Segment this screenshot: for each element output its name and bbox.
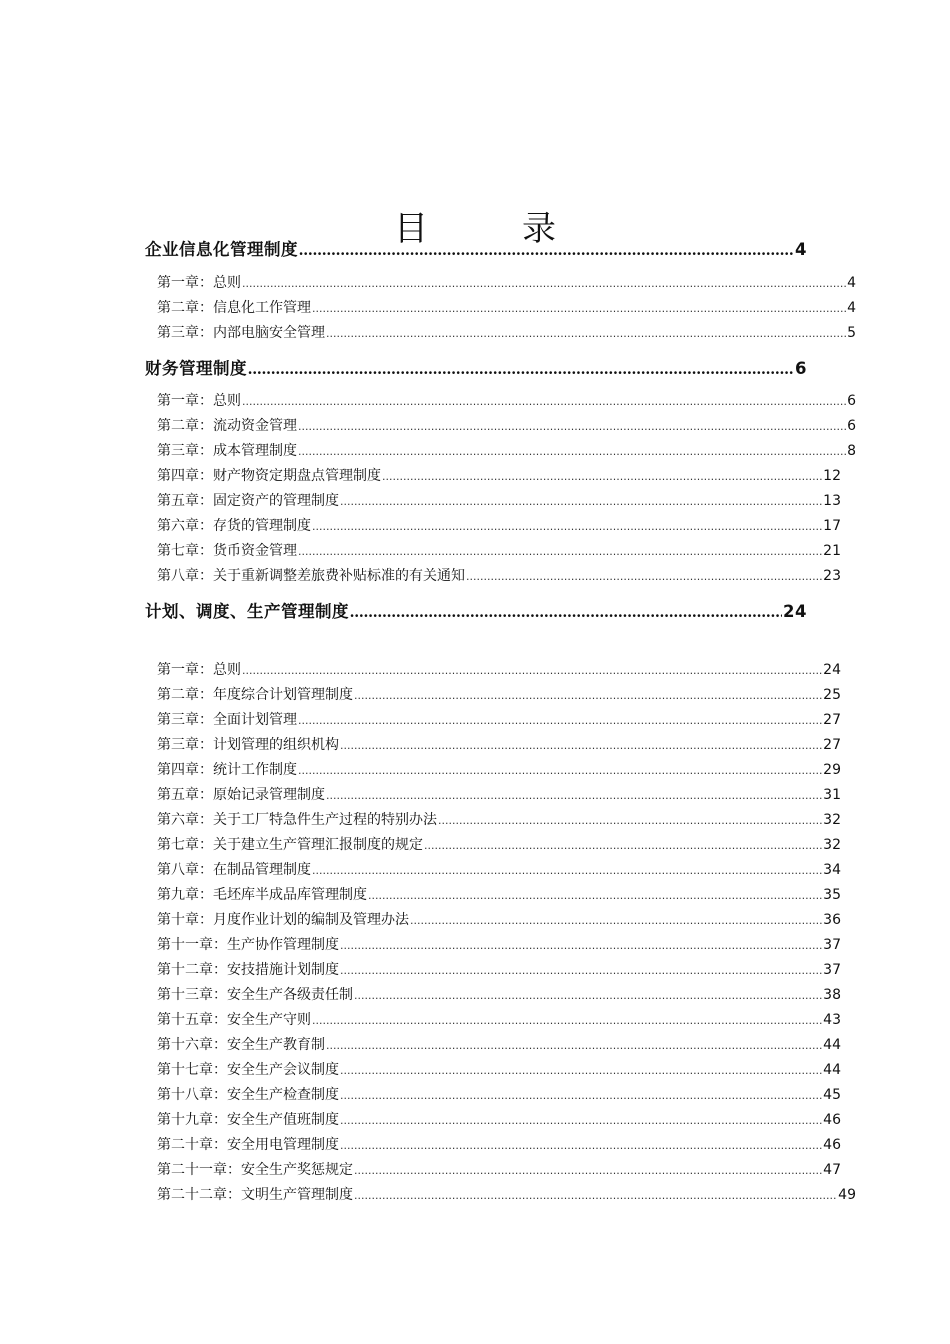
page-title: 目 录: [394, 208, 586, 249]
dot-leader: [340, 1139, 822, 1152]
toc-chapter-label: 第三章：全面计划管理: [157, 712, 297, 728]
toc-chapter[interactable]: [157, 1184, 856, 1204]
dot-leader: [340, 739, 822, 752]
toc-chapter-label: 第十九章：安全生产值班制度: [157, 1112, 339, 1128]
dot-leader: [312, 302, 846, 315]
toc-chapter-page: 36: [823, 912, 841, 928]
toc-chapter[interactable]: [157, 1084, 841, 1104]
toc-chapter-page: 27: [823, 737, 841, 753]
toc-chapter-label: 第二十一章：安全生产奖惩规定: [157, 1162, 353, 1178]
toc-chapter-label: 第六章：关于工厂特急件生产过程的特别办法: [157, 812, 437, 828]
dot-leader: [382, 470, 822, 483]
toc-chapter-label: 第二十章：安全用电管理制度: [157, 1137, 339, 1153]
toc-chapter-page: 46: [823, 1137, 841, 1153]
toc-chapter[interactable]: [157, 390, 856, 410]
dot-leader: [340, 964, 822, 977]
toc-chapter-label: 第二章：流动资金管理: [157, 418, 297, 434]
toc-chapter[interactable]: [157, 1009, 841, 1029]
dot-leader: [312, 864, 822, 877]
dot-leader: [368, 889, 822, 902]
dot-leader: [298, 420, 846, 433]
toc-chapter-label: 第十七章：安全生产会议制度: [157, 1062, 339, 1078]
dot-leader: [298, 445, 846, 458]
dot-leader: [340, 1064, 822, 1077]
toc-chapter-page: 17: [823, 518, 841, 534]
toc-chapter-page: 43: [823, 1012, 841, 1028]
toc-chapter[interactable]: [157, 465, 841, 485]
toc-section[interactable]: [145, 598, 807, 622]
toc-chapter-label: 第十三章：安全生产各级责任制: [157, 987, 353, 1003]
toc-chapter-label: 第十八章：安全生产检查制度: [157, 1087, 339, 1103]
toc-chapter-page: 23: [823, 568, 841, 584]
toc-chapter-page: 45: [823, 1087, 841, 1103]
toc-chapter-label: 第四章：财产物资定期盘点管理制度: [157, 468, 381, 484]
dot-leader: [354, 989, 822, 1002]
toc-chapter-page: 25: [823, 687, 841, 703]
toc-chapter[interactable]: [157, 490, 841, 510]
toc-chapter-label: 第十章：月度作业计划的编制及管理办法: [157, 912, 409, 928]
toc-chapter-label: 第一章：总则: [157, 393, 241, 409]
dot-leader: [354, 1164, 822, 1177]
toc-chapter[interactable]: [157, 834, 841, 854]
toc-section[interactable]: [145, 355, 807, 379]
toc-chapter-page: 21: [823, 543, 841, 559]
toc-chapter-label: 第二章：信息化工作管理: [157, 300, 311, 316]
toc-section-label: 计划、调度、生产管理制度: [145, 602, 349, 621]
dot-leader: [299, 240, 794, 260]
toc-chapter-label: 第七章：货币资金管理: [157, 543, 297, 559]
toc-chapter-page: 12: [823, 468, 841, 484]
toc-chapter-label: 第三章：内部电脑安全管理: [157, 325, 325, 341]
toc-chapter-label: 第六章：存货的管理制度: [157, 518, 311, 534]
toc-chapter[interactable]: [157, 909, 841, 929]
toc-chapter-page: 13: [823, 493, 841, 509]
toc-section[interactable]: [145, 236, 807, 260]
toc-chapter-label: 第九章：毛坯库半成品库管理制度: [157, 887, 367, 903]
toc-chapter[interactable]: [157, 272, 856, 292]
toc-chapter-label: 第十二章：安技措施计划制度: [157, 962, 339, 978]
toc-chapter-page: 37: [823, 962, 841, 978]
toc-chapter-page: 4: [847, 300, 856, 316]
toc-chapter-page: 32: [823, 837, 841, 853]
dot-leader: [466, 570, 822, 583]
toc-chapter-page: 27: [823, 712, 841, 728]
dot-leader: [354, 1189, 837, 1202]
toc-chapter[interactable]: [157, 515, 841, 535]
toc-chapter-page: 5: [847, 325, 856, 341]
toc-chapter[interactable]: [157, 809, 841, 829]
toc-chapter-label: 第四章：统计工作制度: [157, 762, 297, 778]
toc-chapter[interactable]: [157, 297, 856, 317]
toc-chapter-page: 37: [823, 937, 841, 953]
dot-leader: [354, 689, 822, 702]
dot-leader: [438, 814, 822, 827]
toc-chapter-label: 第十一章：生产协作管理制度: [157, 937, 339, 953]
toc-section-page: 24: [783, 602, 807, 621]
toc-section-page: 6: [795, 359, 807, 378]
toc-chapter-label: 第一章：总则: [157, 275, 241, 291]
toc-chapter-label: 第八章：关于重新调整差旅费补贴标准的有关通知: [157, 568, 465, 584]
toc-chapter[interactable]: [157, 1034, 841, 1054]
toc-chapter-label: 第五章：固定资产的管理制度: [157, 493, 339, 509]
dot-leader: [340, 1089, 822, 1102]
toc-chapter[interactable]: [157, 934, 841, 954]
toc-chapter[interactable]: [157, 540, 841, 560]
dot-leader: [326, 1039, 822, 1052]
dot-leader: [298, 714, 822, 727]
toc-chapter[interactable]: [157, 784, 841, 804]
toc-chapter-page: 6: [847, 393, 856, 409]
toc-chapter[interactable]: [157, 415, 856, 435]
toc-chapter-page: 32: [823, 812, 841, 828]
toc-chapter[interactable]: [157, 759, 841, 779]
dot-leader: [326, 327, 846, 340]
toc-chapter[interactable]: [157, 1059, 841, 1079]
toc-chapter-page: 8: [847, 443, 856, 459]
toc-chapter-page: 31: [823, 787, 841, 803]
toc-chapter-label: 第十六章：安全生产教育制: [157, 1037, 325, 1053]
toc-chapter-page: 35: [823, 887, 841, 903]
toc-chapter-page: 47: [823, 1162, 841, 1178]
dot-leader: [248, 359, 794, 379]
dot-leader: [424, 839, 822, 852]
toc-chapter-page: 44: [823, 1037, 841, 1053]
toc-section-label: 财务管理制度: [145, 359, 247, 378]
toc-chapter-label: 第二章：年度综合计划管理制度: [157, 687, 353, 703]
toc-chapter-page: 6: [847, 418, 856, 434]
toc-chapter-label: 第一章：总则: [157, 662, 241, 678]
toc-chapter-page: 29: [823, 762, 841, 778]
toc-chapter-label: 第八章：在制品管理制度: [157, 862, 311, 878]
toc-chapter-page: 4: [847, 275, 856, 291]
toc-chapter[interactable]: [157, 1109, 841, 1129]
toc-chapter-label: 第三章：计划管理的组织机构: [157, 737, 339, 753]
toc-chapter-label: 第三章：成本管理制度: [157, 443, 297, 459]
toc-chapter[interactable]: [157, 565, 841, 585]
dot-leader: [326, 789, 822, 802]
toc-chapter[interactable]: [157, 859, 841, 879]
dot-leader: [410, 914, 822, 927]
toc-chapter-page: 44: [823, 1062, 841, 1078]
dot-leader: [312, 1014, 822, 1027]
dot-leader: [340, 495, 822, 508]
dot-leader: [298, 545, 822, 558]
toc-chapter[interactable]: [157, 684, 841, 704]
toc-chapter[interactable]: [157, 734, 841, 754]
dot-leader: [350, 602, 782, 622]
toc-chapter-page: 49: [838, 1187, 856, 1203]
toc-chapter-page: 46: [823, 1112, 841, 1128]
toc-chapter[interactable]: [157, 440, 856, 460]
toc-chapter[interactable]: [157, 984, 841, 1004]
dot-leader: [242, 664, 822, 677]
toc-chapter[interactable]: [157, 884, 841, 904]
toc-chapter-page: 38: [823, 987, 841, 1003]
toc-chapter[interactable]: [157, 709, 841, 729]
dot-leader: [340, 1114, 822, 1127]
toc-chapter[interactable]: [157, 1159, 841, 1179]
toc-chapter[interactable]: [157, 1134, 841, 1154]
toc-section-page: 4: [795, 240, 807, 259]
toc-chapter-label: 第七章：关于建立生产管理汇报制度的规定: [157, 837, 423, 853]
toc-chapter-label: 第二十二章：文明生产管理制度: [157, 1187, 353, 1203]
dot-leader: [298, 764, 822, 777]
toc-section-label: 企业信息化管理制度: [145, 240, 298, 259]
dot-leader: [340, 939, 822, 952]
toc-chapter-page: 24: [823, 662, 841, 678]
dot-leader: [242, 277, 846, 290]
toc-chapter-page: 34: [823, 862, 841, 878]
dot-leader: [312, 520, 822, 533]
toc-chapter-label: 第五章：原始记录管理制度: [157, 787, 325, 803]
toc-chapter[interactable]: [157, 659, 841, 679]
dot-leader: [242, 395, 846, 408]
toc-chapter-label: 第十五章：安全生产守则: [157, 1012, 311, 1028]
toc-chapter[interactable]: [157, 959, 841, 979]
toc-chapter[interactable]: [157, 322, 856, 342]
